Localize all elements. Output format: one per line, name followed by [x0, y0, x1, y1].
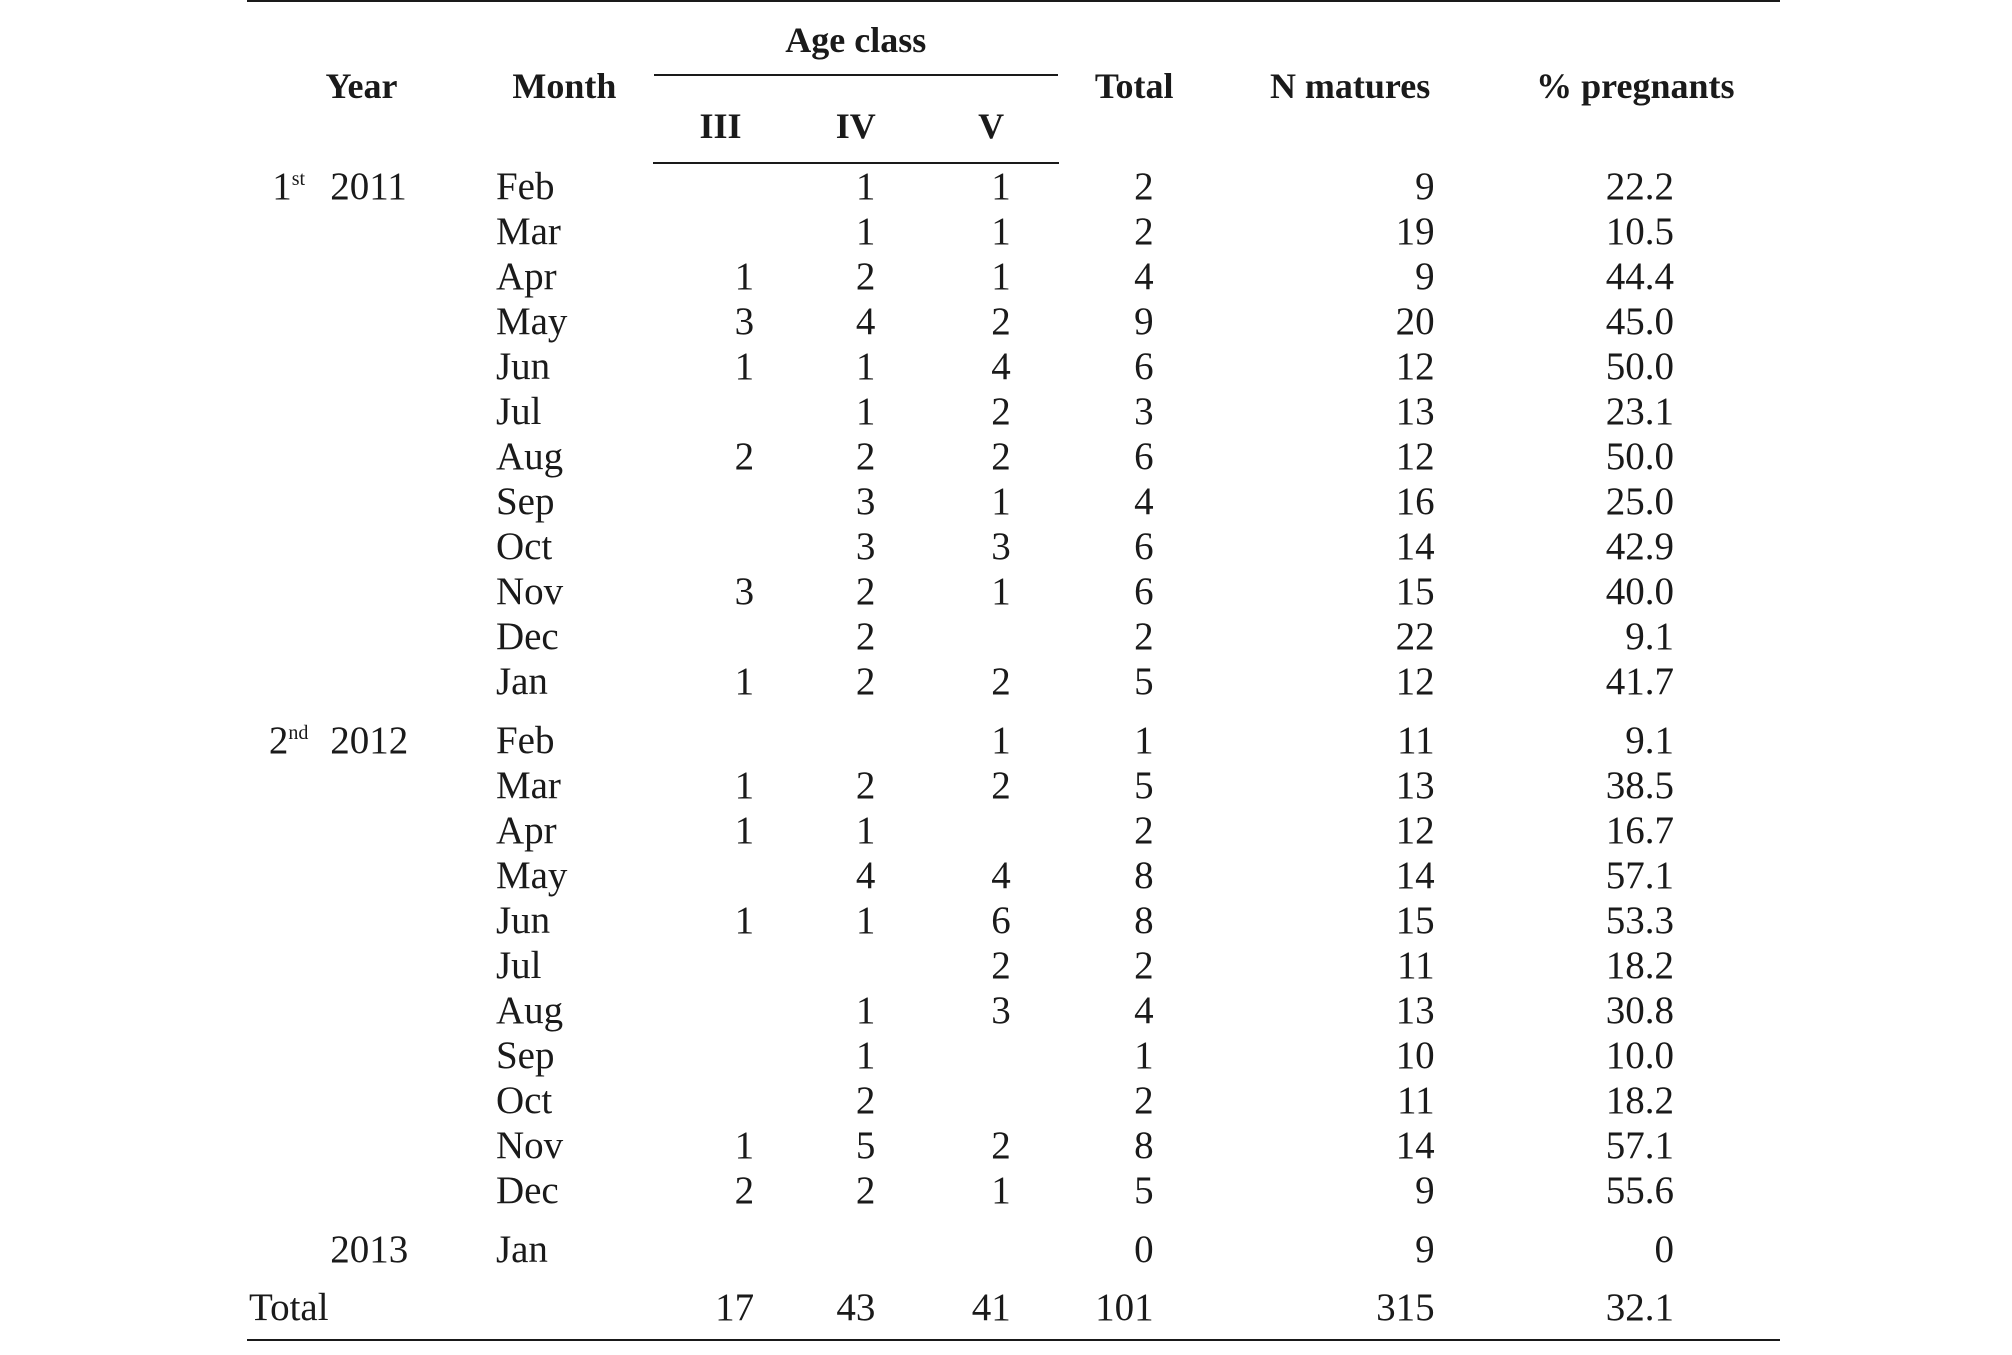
age-v-cell: 2: [991, 390, 1011, 433]
table-row: [247, 434, 1780, 479]
age-iii-cell: 1: [734, 660, 755, 703]
pct-pregnants-cell: 22.2: [1605, 164, 1674, 208]
year-cell: [330, 299, 476, 344]
month-cell: Feb: [495, 719, 555, 762]
year-cell: [330, 479, 476, 524]
n-matures-cell: 12: [1395, 345, 1435, 388]
year-cell: [330, 254, 476, 299]
table-row: [247, 1213, 1780, 1272]
year-cell: 2012: [330, 719, 409, 762]
age-v-cell: 2: [991, 660, 1011, 703]
pct-pregnants-cell: 41.7: [1605, 660, 1674, 703]
month-cell: Nov: [495, 570, 564, 613]
age-iv-cell: 3: [855, 480, 876, 523]
pct-pregnants-cell: 55.6: [1605, 1169, 1674, 1212]
year-cell: [330, 763, 476, 808]
pct-pregnants-cell: 18.2: [1605, 1079, 1674, 1122]
year-cell: [330, 209, 476, 254]
month-cell: Sep: [495, 480, 555, 523]
month-cell: Apr: [495, 809, 557, 852]
year-index-cell: [247, 569, 330, 614]
total-cell: 2: [1134, 210, 1154, 253]
n-matures-cell: 14: [1395, 525, 1435, 568]
total-cell: 5: [1134, 660, 1154, 703]
total-row: [247, 1272, 1780, 1340]
age-iv-cell: 2: [855, 1169, 876, 1212]
pct-pregnants-cell: 38.5: [1605, 764, 1674, 807]
pct-pregnants-cell: 23.1: [1605, 390, 1674, 433]
age-v-cell: 2: [991, 944, 1011, 987]
pct-pregnants-cell: 44.4: [1605, 255, 1674, 298]
table-row: [247, 763, 1780, 808]
pct-pregnants-cell: 57.1: [1605, 1124, 1674, 1167]
header-age-class: [653, 1, 1059, 90]
pct-pregnants-cell: 53.3: [1605, 899, 1674, 942]
month-cell: Jan: [495, 660, 548, 703]
age-v-cell: 1: [991, 1169, 1011, 1212]
year-cell: [330, 988, 476, 1033]
age-v-cell: [923, 1213, 1058, 1272]
year-cell: [330, 853, 476, 898]
year-index-cell: [247, 299, 330, 344]
year-index-cell: [247, 704, 330, 763]
table-row: [247, 569, 1780, 614]
table-row: [247, 943, 1780, 988]
header-age-class-iii: III: [653, 90, 788, 163]
age-iii-cell: [653, 704, 788, 763]
header-month: Month: [476, 1, 653, 163]
age-iv-cell: 2: [855, 1079, 876, 1122]
pct-pregnants-cell: 9.1: [1625, 719, 1674, 762]
table-header: [247, 1, 1780, 163]
total-cell: 6: [1134, 525, 1154, 568]
age-iv-cell: 1: [855, 1034, 876, 1077]
year-index-cell: [247, 614, 330, 659]
total-n-matures: 315: [1210, 1272, 1491, 1340]
n-matures-cell: 15: [1395, 570, 1435, 613]
pct-pregnants-cell: 0: [1654, 1228, 1674, 1271]
pct-pregnants-cell: 40.0: [1605, 570, 1674, 613]
total-cell: 4: [1134, 989, 1154, 1032]
age-iii-cell: 1: [734, 1124, 755, 1167]
table-row: [247, 209, 1780, 254]
n-matures-cell: 10: [1395, 1034, 1435, 1077]
total-cell: 2: [1134, 809, 1154, 852]
table-row: [247, 988, 1780, 1033]
age-iv-cell: [788, 1213, 923, 1272]
age-iv-cell: 1: [855, 210, 876, 253]
n-matures-cell: 13: [1395, 764, 1435, 807]
total-cell: 8: [1134, 854, 1154, 897]
year-cell: [330, 344, 476, 389]
month-cell: Jul: [495, 944, 542, 987]
pct-pregnants-cell: 10.0: [1605, 1034, 1674, 1077]
table-row: [247, 898, 1780, 943]
total-cell: 6: [1134, 570, 1154, 613]
table-row: [247, 299, 1780, 344]
month-cell: Mar: [495, 764, 561, 807]
month-cell: Sep: [495, 1034, 555, 1077]
table-row: [247, 479, 1780, 524]
pct-pregnants-cell: 25.0: [1605, 480, 1674, 523]
age-iv-cell: 2: [855, 435, 876, 478]
year-index-cell: [247, 943, 330, 988]
pct-pregnants-cell: 45.0: [1605, 300, 1674, 343]
header-pct-pregnants: % pregnants: [1491, 1, 1780, 163]
age-v-cell: 4: [991, 345, 1011, 388]
age-v-cell: 1: [991, 165, 1011, 208]
total-cell: 8: [1134, 899, 1154, 942]
n-matures-cell: 9: [1415, 164, 1435, 208]
total-cell: 2: [1134, 1079, 1154, 1122]
table-body: [247, 163, 1780, 1272]
age-iv-cell: 1: [855, 989, 876, 1032]
year-cell: [330, 898, 476, 943]
year-cell: [330, 1123, 476, 1168]
month-cell: Feb: [495, 164, 555, 208]
pct-pregnants-cell: 42.9: [1605, 525, 1674, 568]
pct-pregnants-cell: 50.0: [1605, 345, 1674, 388]
header-age-class-iv: IV: [788, 90, 923, 163]
year-cell: [330, 943, 476, 988]
year-cell: 2013: [330, 1228, 409, 1271]
year-cell: [330, 1078, 476, 1123]
year-cell: [330, 389, 476, 434]
year-index-cell: [247, 853, 330, 898]
total-cell: 5: [1134, 1169, 1154, 1212]
month-cell: Dec: [495, 615, 559, 658]
table-sheet: [247, 0, 1780, 1355]
table-row: [247, 1123, 1780, 1168]
pct-pregnants-cell: 9.1: [1625, 615, 1674, 658]
n-matures-cell: 19: [1395, 210, 1435, 253]
total-pct-pregnants: 32.1: [1491, 1272, 1780, 1340]
age-iii-cell: 1: [734, 255, 755, 298]
year-index-cell: [247, 163, 330, 209]
total-label: Total: [247, 1272, 653, 1340]
year-index-cell: [247, 898, 330, 943]
month-cell: Jul: [495, 390, 542, 433]
year-index-cell: [247, 524, 330, 569]
age-iii-cell: [653, 389, 788, 434]
age-iv-cell: 4: [855, 854, 876, 897]
total-total: 101: [1059, 1272, 1210, 1340]
age-v-cell: 2: [991, 435, 1011, 478]
total-cell: 5: [1134, 764, 1154, 807]
year-cell: [330, 659, 476, 704]
age-iii-cell: 1: [734, 809, 755, 852]
n-matures-cell: 16: [1395, 480, 1435, 523]
header-n-matures: N matures: [1210, 1, 1491, 163]
year-index-cell: [247, 988, 330, 1033]
n-matures-cell: 9: [1415, 255, 1435, 298]
month-cell: Dec: [495, 1169, 559, 1212]
table-row: [247, 254, 1780, 299]
month-cell: Mar: [495, 210, 561, 253]
year-cell: [330, 614, 476, 659]
n-matures-cell: 14: [1395, 854, 1435, 897]
age-iii-cell: 2: [734, 1169, 755, 1212]
age-iii-cell: [653, 1033, 788, 1078]
pct-pregnants-cell: 18.2: [1605, 944, 1674, 987]
year-index-cell: [247, 389, 330, 434]
total-cell: 8: [1134, 1124, 1154, 1167]
month-cell: May: [495, 300, 568, 343]
year-index-cell: [247, 344, 330, 389]
month-cell: Aug: [495, 435, 564, 478]
n-matures-cell: 22: [1395, 615, 1435, 658]
month-cell: May: [495, 854, 568, 897]
age-v-cell: 3: [991, 989, 1011, 1032]
age-v-cell: [923, 808, 1058, 853]
age-iii-cell: [653, 1078, 788, 1123]
month-cell: Jun: [495, 345, 551, 388]
age-iii-cell: 3: [734, 300, 755, 343]
n-matures-cell: 14: [1395, 1124, 1435, 1167]
header-age-class-label: Age class: [654, 22, 1058, 76]
year-index-cell: [247, 659, 330, 704]
pct-pregnants-cell: 10.5: [1605, 210, 1674, 253]
age-iv-cell: 5: [855, 1124, 876, 1167]
header-age-class-v: V: [923, 90, 1058, 163]
age-iii-cell: [653, 1213, 788, 1272]
table-row: [247, 163, 1780, 209]
year-index-number: 1: [272, 164, 292, 208]
year-index-cell: [247, 434, 330, 479]
age-iv-cell: 1: [855, 809, 876, 852]
data-table: [247, 0, 1780, 1341]
header-total: Total: [1059, 1, 1210, 163]
age-iv-cell: 2: [855, 255, 876, 298]
age-iii-cell: [653, 943, 788, 988]
total-cell: 4: [1134, 480, 1154, 523]
year-cell: [330, 808, 476, 853]
pct-pregnants-cell: 57.1: [1605, 854, 1674, 897]
total-cell: 1: [1134, 719, 1154, 762]
table-row: [247, 344, 1780, 389]
total-cell: 6: [1134, 435, 1154, 478]
total-cell: 9: [1134, 300, 1154, 343]
age-v-cell: 4: [991, 854, 1011, 897]
age-iv-cell: 4: [855, 300, 876, 343]
year-cell: [330, 569, 476, 614]
age-iv-cell: 2: [855, 615, 876, 658]
age-v-cell: 1: [991, 719, 1011, 762]
age-iii-cell: 2: [734, 435, 755, 478]
n-matures-cell: 13: [1395, 989, 1435, 1032]
age-v-cell: 1: [991, 570, 1011, 613]
pct-pregnants-cell: 50.0: [1605, 435, 1674, 478]
age-iii-cell: 1: [734, 345, 755, 388]
n-matures-cell: 11: [1397, 944, 1435, 987]
age-iv-cell: 2: [855, 570, 876, 613]
table-row: [247, 704, 1780, 763]
age-v-cell: 1: [991, 480, 1011, 523]
age-iii-cell: 3: [734, 570, 755, 613]
n-matures-cell: 12: [1395, 660, 1435, 703]
age-iii-cell: [653, 614, 788, 659]
total-age-v: 41: [923, 1272, 1058, 1340]
total-cell: 1: [1134, 1034, 1154, 1077]
year-index-cell: [247, 1033, 330, 1078]
table-footer: [247, 1272, 1780, 1340]
year-cell: [330, 1168, 476, 1213]
total-cell: 0: [1134, 1228, 1154, 1271]
year-index-cell: [247, 1213, 330, 1272]
n-matures-cell: 20: [1395, 300, 1435, 343]
n-matures-cell: 12: [1395, 809, 1435, 852]
age-iv-cell: 1: [855, 390, 876, 433]
month-cell: Aug: [495, 989, 564, 1032]
age-v-cell: 1: [991, 255, 1011, 298]
year-index-cell: [247, 209, 330, 254]
age-iii-cell: [653, 163, 788, 209]
total-cell: 4: [1134, 255, 1154, 298]
age-iii-cell: [653, 853, 788, 898]
pct-pregnants-cell: 30.8: [1605, 989, 1674, 1032]
age-v-cell: [923, 614, 1058, 659]
year-cell: [330, 434, 476, 479]
total-age-iii: 17: [653, 1272, 788, 1340]
total-age-iv: 43: [788, 1272, 923, 1340]
n-matures-cell: 11: [1397, 1079, 1435, 1122]
year-cell: [330, 1033, 476, 1078]
age-iv-cell: [788, 943, 923, 988]
month-cell: Nov: [495, 1124, 564, 1167]
year-cell: 2011: [330, 164, 407, 208]
age-v-cell: 1: [991, 210, 1011, 253]
year-index-cell: [247, 763, 330, 808]
year-index-cell: [247, 479, 330, 524]
total-cell: 2: [1134, 164, 1154, 208]
year-index-ordinal: st: [291, 167, 306, 190]
total-cell: 6: [1134, 345, 1154, 388]
year-index-cell: [247, 1078, 330, 1123]
n-matures-cell: 9: [1415, 1169, 1435, 1212]
pct-pregnants-cell: 16.7: [1605, 809, 1674, 852]
table-row: [247, 1033, 1780, 1078]
year-cell: [330, 524, 476, 569]
age-iv-cell: 1: [855, 165, 876, 208]
table-row: [247, 614, 1780, 659]
n-matures-cell: 9: [1415, 1228, 1435, 1271]
year-index-ordinal: nd: [288, 722, 309, 744]
age-iv-cell: 3: [855, 525, 876, 568]
month-cell: Apr: [495, 255, 557, 298]
year-index-cell: [247, 808, 330, 853]
table-row: [247, 853, 1780, 898]
age-iv-cell: [788, 704, 923, 763]
month-cell: Jan: [495, 1228, 548, 1271]
age-v-cell: 6: [991, 899, 1011, 942]
age-v-cell: 3: [991, 525, 1011, 568]
month-cell: Jun: [495, 899, 551, 942]
table-row: [247, 659, 1780, 704]
age-iii-cell: [653, 479, 788, 524]
year-index-cell: [247, 1123, 330, 1168]
table-row: [247, 808, 1780, 853]
age-iii-cell: [653, 524, 788, 569]
month-cell: Oct: [495, 525, 553, 568]
n-matures-cell: 13: [1395, 390, 1435, 433]
n-matures-cell: 15: [1395, 899, 1435, 942]
year-index-number: 2: [268, 719, 289, 762]
total-cell: 2: [1134, 944, 1154, 987]
age-v-cell: [923, 1033, 1058, 1078]
age-iii-cell: 1: [734, 899, 755, 942]
age-iii-cell: [653, 209, 788, 254]
year-index-cell: [247, 254, 330, 299]
age-v-cell: 2: [991, 300, 1011, 343]
age-iii-cell: 1: [734, 764, 755, 807]
age-v-cell: 2: [991, 764, 1011, 807]
age-iii-cell: [653, 988, 788, 1033]
n-matures-cell: 11: [1397, 719, 1435, 762]
table-row: [247, 1078, 1780, 1123]
table-row: [247, 524, 1780, 569]
age-iv-cell: 1: [855, 345, 876, 388]
age-v-cell: [923, 1078, 1058, 1123]
header-year: Year: [247, 1, 476, 163]
year-index-cell: [247, 1168, 330, 1213]
n-matures-cell: 12: [1395, 435, 1435, 478]
age-iv-cell: 1: [855, 899, 876, 942]
age-iv-cell: 2: [855, 660, 876, 703]
month-cell: Oct: [495, 1079, 553, 1122]
age-iv-cell: 2: [855, 764, 876, 807]
table-row: [247, 1168, 1780, 1213]
age-v-cell: 2: [991, 1124, 1011, 1167]
total-cell: 2: [1134, 615, 1154, 658]
total-cell: 3: [1134, 390, 1154, 433]
table-row: [247, 389, 1780, 434]
